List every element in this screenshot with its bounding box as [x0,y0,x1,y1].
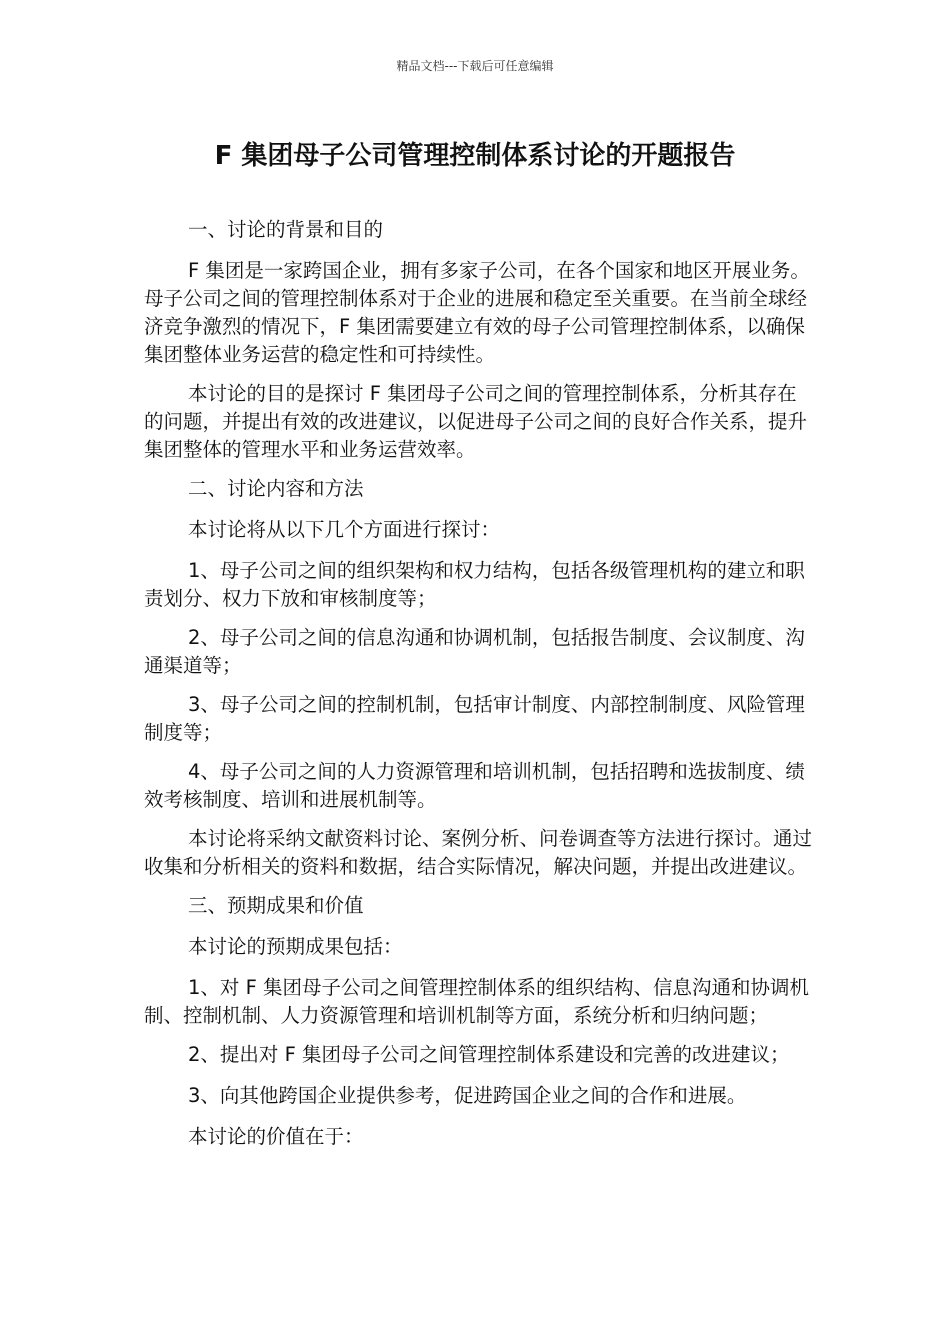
paragraph-methods: 本讨论将采纳文献资料讨论、案例分析、问卷调查等方法进行探讨。通过收集和分析相关的资料和数据，结合实际情况，解决问题，并提出改进建议。 [144,827,813,878]
paragraph-background: F 集团是一家跨国企业，拥有多家子公司，在各个国家和地区开展业务。母子公司之间的管理控制体系对于企业的进展和稳定至关重要。在当前全球经济竞争激烈的情况下，F 集团需要建立有效的母子公司管理控制体系，以确保集团整体业务运营的稳定性和可持续性。 [144,259,810,366]
list-item-content-2: 2、母子公司之间的信息沟通和协调机制，包括报告制度、会议制度、沟通渠道等； [144,626,805,677]
paragraph-intro-outcomes: 本讨论的预期成果包括： [188,935,403,958]
list-item-content-1: 1、母子公司之间的组织架构和权力结构，包括各级管理机构的建立和职责划分、权力下放和审核制度等； [144,559,805,610]
document-title: F 集团母子公司管理控制体系讨论的开题报告 [214,141,736,171]
document-body [144,216,814,1164]
paragraph-intro-content: 本讨论将从以下几个方面进行探讨： [188,518,501,541]
list-item-content-4: 4、母子公司之间的人力资源管理和培训机制，包括招聘和选拔制度、绩效考核制度、培训和进展机制等。 [144,760,805,811]
section-heading-2: 二、讨论内容和方法 [188,477,364,500]
section-heading-1: 一、讨论的背景和目的 [188,218,384,241]
page-header: 精品文档---下载后可任意编辑 [396,59,554,73]
list-item-content-3: 3、母子公司之间的控制机制，包括审计制度、内部控制制度、风险管理制度等； [144,693,805,744]
section-heading-3: 三、预期成果和价值 [188,894,364,917]
list-item-outcome-1: 1、对 F 集团母子公司之间管理控制体系的组织结构、信息沟通和协调机制、控制机制、人力资源管理和培训机制等方面，系统分析和归纳问题； [144,976,810,1027]
list-item-outcome-3: 3、向其他跨国企业提供参考，促进跨国企业之间的合作和进展。 [188,1084,747,1107]
paragraph-value-intro: 本讨论的价值在于： [188,1125,364,1148]
list-item-outcome-2: 2、提出对 F 集团母子公司之间管理控制体系建设和完善的改进建议； [188,1043,790,1066]
paragraph-purpose: 本讨论的目的是探讨 F 集团母子公司之间的管理控制体系，分析其存在的问题，并提出有效的改进建议，以促进母子公司之间的良好合作关系，提升集团整体的管理水平和业务运营效率。 [144,382,808,461]
